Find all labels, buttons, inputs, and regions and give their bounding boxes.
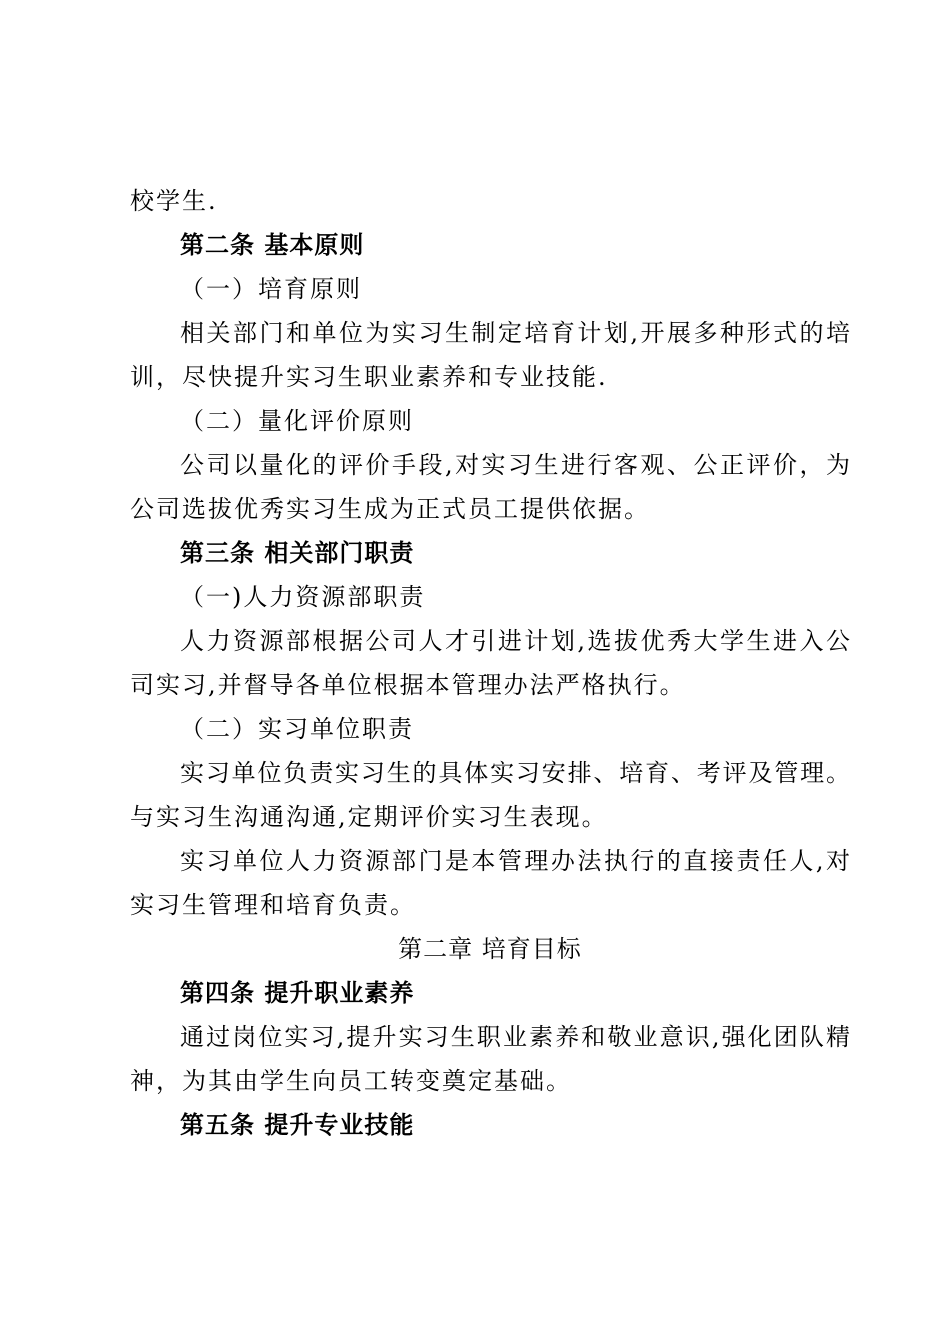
chapter-2-title: 第二章 培育目标 [398,935,582,963]
paragraph-line: 与实习生沟通沟通,定期评价实习生表现。 [130,803,608,831]
article-4-heading: 第四条 提升职业素养 [180,979,415,1007]
article-5-heading: 第五条 提升专业技能 [180,1111,415,1139]
paragraph-line: 人力资源部根据公司人才引进计划,选拔优秀大学生进入公 [180,627,850,655]
paragraph-line: 训，尽快提升实习生职业素养和专业技能. [130,363,608,391]
section-heading-hr: （一)人力资源部职责 [180,583,426,611]
paragraph-line: 实习生管理和培育负责。 [130,891,416,919]
paragraph-line: 实习单位人力资源部门是本管理办法执行的直接责任人,对 [180,847,850,875]
section-heading-evaluation: （二）量化评价原则 [180,407,414,435]
paragraph-line: 实习单位负责实习生的具体实习安排、培育、考评及管理。 [180,759,850,787]
paragraph-line: 通过岗位实习,提升实习生职业素养和敬业意识,强化团队精 [180,1023,850,1051]
paragraph-line: 相关部门和单位为实习生制定培育计划,开展多种形式的培 [180,319,850,347]
section-heading-cultivation: （一）培育原则 [180,275,362,303]
paragraph-line: 公司选拔优秀实习生成为正式员工提供依据。 [130,495,650,523]
paragraph-line: 神，为其由学生向员工转变奠定基础。 [130,1067,572,1095]
paragraph-line-continuation: 校学生. [130,187,218,215]
paragraph-line: 公司以量化的评价手段,对实习生进行客观、公正评价，为 [180,451,850,479]
paragraph-line: 司实习,并督导各单位根据本管理办法严格执行。 [130,671,686,699]
section-heading-unit: （二）实习单位职责 [180,715,414,743]
article-2-heading: 第二条 基本原则 [180,231,365,259]
article-3-heading: 第三条 相关部门职责 [180,539,415,567]
